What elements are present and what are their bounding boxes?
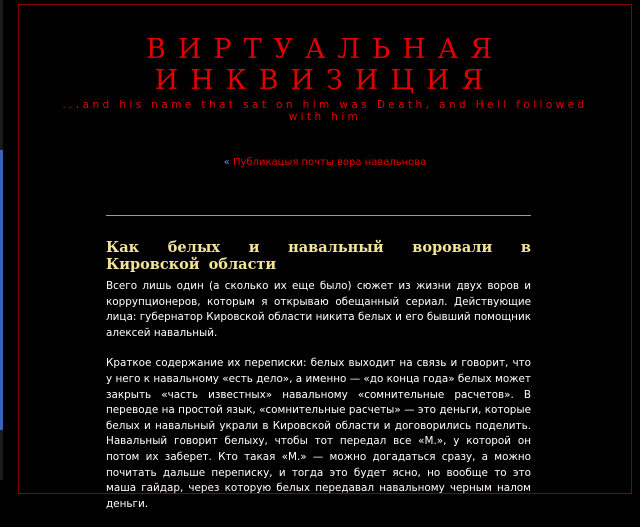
site-tagline: ...and his name that sat on him was Death, and Hell followed with him <box>62 99 588 123</box>
post-title[interactable]: Как белых и навальный воровали в Кировской области <box>106 239 531 273</box>
previous-post-link[interactable]: Публикацыя почты вора навальнова <box>232 157 427 168</box>
post-body <box>106 279 531 527</box>
window-edge <box>0 0 3 480</box>
post-paragraph: Всего лишь один (а сколько их еще было) сюжет из жизни двух воров и коррупционеров, которым я открываю обещанный сериал. Действующие лица: губернатор Кировской области никита белых и его бывший помощник алексей навальный. <box>106 280 531 339</box>
divider <box>106 215 531 216</box>
previous-arrow-icon: « <box>223 157 230 168</box>
previous-post-nav <box>18 156 632 170</box>
post-paragraph: Краткое содержание их переписки: белых выходит на связь и говорит, что у него к навальному «есть дело», а именно — «до конца года» белых может закрыть «часть известных» навальному «сомнительные расчетов». В переводе на простой язык, «сомнительные расчеты» — это деньги, которые белых и навальный украли в Кировской области и договорились поделить. Навальный говорит белыху, чтобы тот передал все «М.», у которой он потом их заберет. Кто такая «М.» — можно догадаться сразу, а можно почитать дальше переписку, и тогда это будет ясно, но вообще то это маша гайдар, через которую белых передавал навальному черным налом деньги. <box>106 357 531 510</box>
window-edge-accent <box>0 150 3 430</box>
site-title-line2[interactable]: ИНКВИЗИЦИЯ <box>154 65 496 96</box>
site-title[interactable] <box>18 34 632 96</box>
site-title-line1[interactable]: ВИРТУАЛЬНАЯ <box>145 34 505 65</box>
